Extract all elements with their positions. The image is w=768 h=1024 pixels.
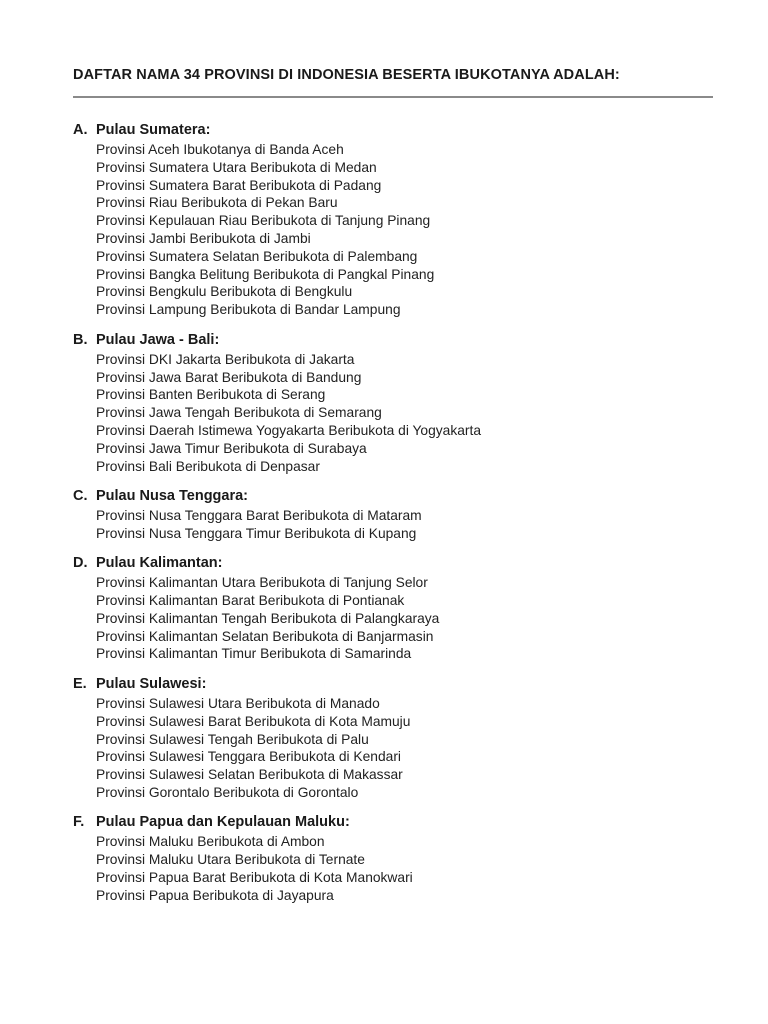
- section-header: [73, 814, 713, 832]
- list-item: Provinsi Lampung Beribukota di Bandar Lampung: [96, 302, 401, 318]
- section-header: [73, 555, 713, 573]
- list-item: Provinsi Bali Beribukota di Denpasar: [96, 458, 320, 474]
- section-header: [73, 676, 713, 694]
- section-letter: A.: [73, 122, 88, 138]
- list-item: Provinsi Kalimantan Timur Beribukota di Samarinda: [96, 646, 412, 662]
- section-heading: Pulau Jawa - Bali:: [96, 331, 220, 348]
- list-item: Provinsi Kalimantan Selatan Beribukota di Banjarmasin: [96, 628, 434, 644]
- list-item: Provinsi Sulawesi Barat Beribukota di Kota Mamuju: [96, 713, 411, 729]
- list-item: Provinsi Kalimantan Tengah Beribukota di Palangkaraya: [96, 610, 440, 626]
- list-item: Provinsi Maluku Beribukota di Ambon: [96, 834, 325, 850]
- province-items: [73, 833, 713, 904]
- section-letter: B.: [73, 331, 88, 348]
- list-item: Provinsi Sumatera Utara Beribukota di Medan: [96, 159, 377, 175]
- list-item: Provinsi Jawa Barat Beribukota di Bandung: [96, 369, 362, 385]
- list-item: Provinsi Sulawesi Tenggara Beribukota di Kendari: [96, 749, 401, 765]
- list-item: Provinsi Jawa Tengah Beribukota di Semarang: [96, 405, 382, 421]
- section-papua-maluku: [73, 814, 713, 904]
- section-letter: C.: [73, 487, 88, 504]
- section-heading: Pulau Sumatera:: [96, 122, 211, 138]
- section-kalimantan: [73, 555, 713, 663]
- section-header: [73, 332, 713, 350]
- list-item: Provinsi Maluku Utara Beribukota di Ternate: [96, 852, 365, 868]
- section-jawa-bali: [73, 332, 713, 476]
- list-item: Provinsi Sulawesi Utara Beribukota di Manado: [96, 695, 380, 711]
- list-item: Provinsi Daerah Istimewa Yogyakarta Beribukota di Yogyakarta: [96, 422, 482, 438]
- list-item: Provinsi Bengkulu Beribukota di Bengkulu: [96, 284, 353, 300]
- section-sumatera: [73, 122, 713, 319]
- province-items: [73, 695, 713, 802]
- list-item: Provinsi Aceh Ibukotanya di Banda Aceh: [96, 142, 344, 158]
- list-item: Provinsi Kepulauan Riau Beribukota di Tanjung Pinang: [96, 213, 431, 229]
- list-item: Provinsi Papua Beribukota di Jayapura: [96, 887, 334, 903]
- section-heading: Pulau Sulawesi:: [96, 675, 207, 692]
- section-heading: Pulau Kalimantan:: [96, 555, 223, 572]
- list-item: Provinsi Kalimantan Barat Beribukota di Pontianak: [96, 593, 405, 609]
- list-item: Provinsi Banten Beribukota di Serang: [96, 387, 326, 403]
- list-item: Provinsi Riau Beribukota di Pekan Baru: [96, 195, 338, 211]
- province-list: [73, 122, 713, 917]
- list-item: Provinsi Bangka Belitung Beribukota di Pangkal Pinang: [96, 266, 435, 282]
- list-item: Provinsi Sulawesi Tengah Beribukota di Palu: [96, 731, 369, 747]
- section-header: [73, 122, 713, 140]
- section-header: [73, 488, 713, 506]
- province-items: [73, 141, 713, 319]
- list-item: Provinsi Jawa Timur Beribukota di Surabaya: [96, 440, 367, 456]
- section-heading: Pulau Nusa Tenggara:: [96, 487, 249, 504]
- list-item: Provinsi DKI Jakarta Beribukota di Jakarta: [96, 351, 355, 367]
- list-item: Provinsi Jambi Beribukota di Jambi: [96, 231, 311, 247]
- list-item: Provinsi Kalimantan Utara Beribukota di Tanjung Selor: [96, 575, 428, 591]
- list-item: Provinsi Sumatera Selatan Beribukota di Palembang: [96, 248, 418, 264]
- list-item: Provinsi Papua Barat Beribukota di Kota Manokwari: [96, 870, 413, 886]
- province-items: [73, 507, 713, 543]
- list-item: Provinsi Sumatera Barat Beribukota di Padang: [96, 177, 382, 193]
- section-letter: E.: [73, 675, 87, 692]
- province-items: [73, 574, 713, 663]
- list-item: Provinsi Gorontalo Beribukota di Gorontalo: [96, 784, 359, 800]
- title-divider: [73, 96, 713, 98]
- section-letter: D.: [73, 555, 88, 572]
- province-items: [73, 351, 713, 476]
- section-heading: Pulau Papua dan Kepulauan Maluku:: [96, 814, 350, 831]
- section-sulawesi: [73, 676, 713, 802]
- list-item: Provinsi Sulawesi Selatan Beribukota di Makassar: [96, 767, 403, 783]
- list-item: Provinsi Nusa Tenggara Timur Beribukota di Kupang: [96, 525, 417, 541]
- section-nusa-tenggara: [73, 488, 713, 543]
- document-title: DAFTAR NAMA 34 PROVINSI DI INDONESIA BESERTA IBUKOTANYA ADALAH:: [73, 67, 620, 83]
- list-item: Provinsi Nusa Tenggara Barat Beribukota di Mataram: [96, 508, 422, 524]
- section-letter: F.: [73, 814, 85, 831]
